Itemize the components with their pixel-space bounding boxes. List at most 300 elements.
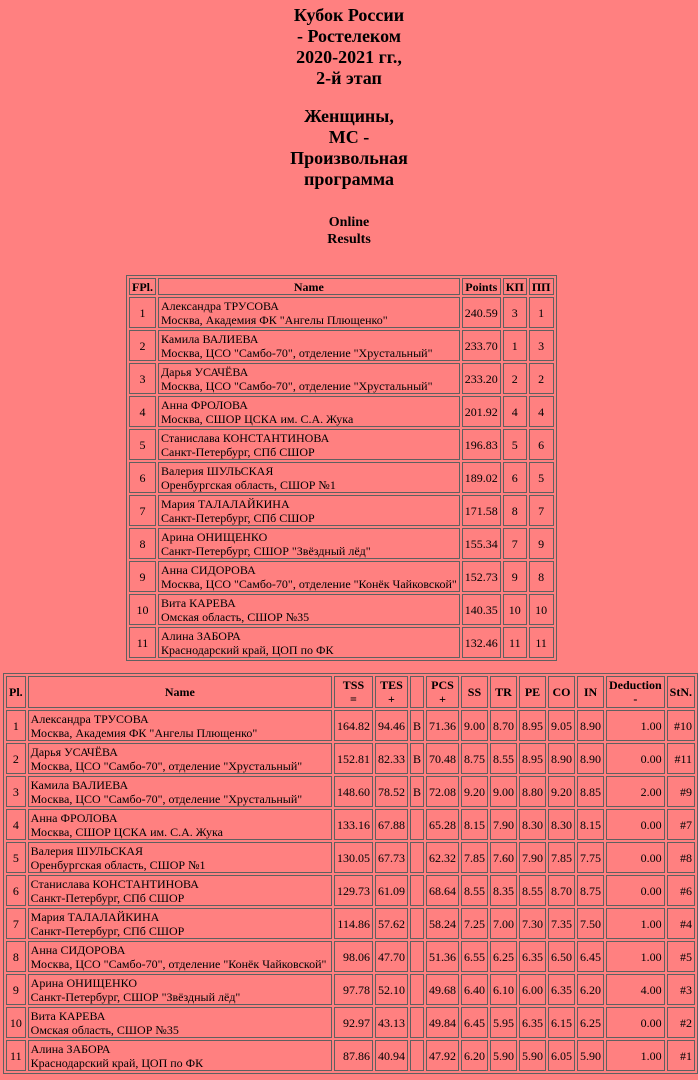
tss-cell: 87.86 [334, 1040, 373, 1071]
pe-cell: 6.00 [519, 974, 546, 1005]
tss-cell: 98.06 [334, 941, 373, 972]
kp-place-cell: 6 [503, 462, 527, 493]
tes-cell: 61.09 [375, 875, 408, 906]
kp-place-cell: 11 [503, 627, 527, 658]
ss-cell: 8.55 [461, 875, 488, 906]
skater-name: Александра ТРУСОВА [30, 711, 149, 726]
skater-club: Москва, ЦСО "Самбо-70", отделение "Хрустальный" [30, 758, 303, 773]
skater-cell [158, 561, 460, 592]
event-title-line: - Ростелеком [296, 26, 401, 46]
start-number-cell: #4 [667, 908, 695, 939]
tr-cell: 7.60 [490, 842, 517, 873]
skater-cell [28, 974, 332, 1005]
skater-name: Вита КАРЕВА [161, 595, 236, 610]
skater-club: Москва, СШОР ЦСКА им. С.А. Жука [30, 824, 223, 839]
final-standings-table [126, 275, 557, 661]
in-cell: 7.75 [577, 842, 604, 873]
place-cell: 6 [129, 462, 156, 493]
deduction-cell: 0.00 [606, 743, 665, 774]
skater-club: Санкт-Петербург, СПб СШОР [30, 890, 185, 905]
skater-club: Краснодарский край, ЦОП по ФК [161, 642, 334, 657]
skater-name: Анна ФРОЛОВА [30, 810, 118, 825]
event-title-line: Кубок России [293, 5, 405, 25]
deduction-cell: 2.00 [606, 776, 665, 807]
col-start-number: StN. [667, 676, 695, 708]
ss-cell: 7.85 [461, 842, 488, 873]
place-cell: 10 [6, 1007, 26, 1038]
tss-cell: 133.16 [334, 809, 373, 840]
deduction-cell: 0.00 [606, 875, 665, 906]
col-pcs-label: PCS [431, 678, 454, 692]
skater-club: Москва, СШОР ЦСКА им. С.А. Жука [161, 411, 354, 426]
deduction-cell: 1.00 [606, 908, 665, 939]
skater-name: Вита КАРЕВА [30, 1008, 106, 1023]
skater-cell [158, 330, 460, 361]
event-title-line: 2-й этап [316, 68, 382, 88]
place-cell: 11 [129, 627, 156, 658]
col-points: Points [462, 278, 501, 295]
skater-name: Арина ОНИЩЕНКО [161, 529, 268, 544]
tes-cell: 57.62 [375, 908, 408, 939]
skater-cell [158, 297, 460, 328]
col-name: Name [28, 676, 332, 708]
points-cell: 233.70 [462, 330, 501, 361]
in-cell: 8.85 [577, 776, 604, 807]
tes-cell: 67.88 [375, 809, 408, 840]
col-deduction-label: Deduction [608, 678, 662, 692]
pcs-cell: 72.08 [426, 776, 459, 807]
place-cell: 3 [6, 776, 26, 807]
points-cell: 132.46 [462, 627, 501, 658]
skater-cell [158, 429, 460, 460]
col-tes [375, 676, 408, 708]
tss-cell: 148.60 [334, 776, 373, 807]
pp-place-cell: 11 [529, 627, 554, 658]
skater-cell [158, 462, 460, 493]
points-cell: 196.83 [462, 429, 501, 460]
kp-place-cell: 5 [503, 429, 527, 460]
tss-cell: 114.86 [334, 908, 373, 939]
skater-cell [28, 1040, 332, 1071]
bonus-cell [410, 908, 424, 939]
col-pcs [426, 676, 459, 708]
event-title-line: 2020-2021 гг., [296, 47, 402, 67]
skater-name: Валерия ШУЛЬСКАЯ [161, 463, 274, 478]
in-cell: 5.90 [577, 1040, 604, 1071]
tss-cell: 130.05 [334, 842, 373, 873]
skater-cell [158, 627, 460, 658]
details-header-row [6, 676, 695, 708]
bonus-cell [410, 941, 424, 972]
ss-cell: 8.15 [461, 809, 488, 840]
start-number-cell: #9 [667, 776, 695, 807]
deduction-cell: 0.00 [606, 1007, 665, 1038]
tr-cell: 9.00 [490, 776, 517, 807]
skater-name: Станислава КОНСТАНТИНОВА [161, 430, 330, 445]
points-cell: 140.35 [462, 594, 501, 625]
tr-cell: 8.70 [490, 710, 517, 741]
place-cell: 5 [129, 429, 156, 460]
pp-place-cell: 2 [529, 363, 554, 394]
table-row [6, 776, 695, 807]
skater-cell [158, 495, 460, 526]
skater-club: Москва, ЦСО "Самбо-70", отделение "Конёк Чайковской" [30, 956, 327, 971]
col-pcs-sign: + [439, 692, 446, 706]
skater-club: Омская область, СШОР №35 [30, 1022, 179, 1037]
pp-place-cell: 7 [529, 495, 554, 526]
skater-name: Дарья УСАЧЁВА [161, 364, 249, 379]
bonus-cell: B [410, 776, 424, 807]
skater-name: Александра ТРУСОВА [161, 298, 279, 313]
online-results-line: Results [327, 232, 371, 247]
table-row [129, 627, 554, 658]
tr-cell: 6.25 [490, 941, 517, 972]
tr-cell: 6.10 [490, 974, 517, 1005]
col-kp: КП [503, 278, 527, 295]
kp-place-cell: 1 [503, 330, 527, 361]
pe-cell: 5.90 [519, 1040, 546, 1071]
pp-place-cell: 9 [529, 528, 554, 559]
col-tss-label: TSS [342, 678, 365, 692]
bonus-cell [410, 875, 424, 906]
kp-place-cell: 10 [503, 594, 527, 625]
co-cell: 9.05 [548, 710, 575, 741]
table-row [6, 809, 695, 840]
pp-place-cell: 8 [529, 561, 554, 592]
table-row [129, 495, 554, 526]
pp-place-cell: 5 [529, 462, 554, 493]
pcs-cell: 49.68 [426, 974, 459, 1005]
skater-name: Камила ВАЛИЕВА [161, 331, 259, 346]
pcs-cell: 51.36 [426, 941, 459, 972]
col-deduction-sign: - [633, 692, 638, 706]
points-cell: 155.34 [462, 528, 501, 559]
points-cell: 233.20 [462, 363, 501, 394]
skater-cell [28, 842, 332, 873]
col-co: CO [548, 676, 575, 708]
table-row [129, 594, 554, 625]
place-cell: 1 [6, 710, 26, 741]
skater-club: Санкт-Петербург, СПб СШОР [161, 510, 315, 525]
co-cell: 8.70 [548, 875, 575, 906]
place-cell: 3 [129, 363, 156, 394]
table-row [129, 330, 554, 361]
skater-name: Валерия ШУЛЬСКАЯ [30, 843, 144, 858]
col-tss [334, 676, 373, 708]
col-in: IN [577, 676, 604, 708]
pcs-cell: 58.24 [426, 908, 459, 939]
col-name: Name [158, 278, 460, 295]
co-cell: 9.20 [548, 776, 575, 807]
col-pp: ПП [529, 278, 554, 295]
skater-cell [28, 809, 332, 840]
in-cell: 6.20 [577, 974, 604, 1005]
pp-place-cell: 3 [529, 330, 554, 361]
ss-cell: 6.40 [461, 974, 488, 1005]
start-number-cell: #10 [667, 710, 695, 741]
co-cell: 7.35 [548, 908, 575, 939]
tss-cell: 164.82 [334, 710, 373, 741]
skater-club: Москва, Академия ФК "Ангелы Плющенко" [30, 725, 258, 740]
in-cell: 8.90 [577, 710, 604, 741]
skater-club: Санкт-Петербург, СШОР "Звёздный лёд" [30, 989, 241, 1004]
ss-cell: 7.25 [461, 908, 488, 939]
deduction-cell: 1.00 [606, 1040, 665, 1071]
bonus-cell [410, 1040, 424, 1071]
table-row [6, 1007, 695, 1038]
table-row [6, 710, 695, 741]
kp-place-cell: 3 [503, 297, 527, 328]
table-row [129, 363, 554, 394]
table-row [6, 908, 695, 939]
skater-name: Дарья УСАЧЁВА [30, 744, 118, 759]
skater-club: Санкт-Петербург, СПб СШОР [30, 923, 185, 938]
tr-cell: 8.35 [490, 875, 517, 906]
bonus-cell: B [410, 743, 424, 774]
col-tss-sign: = [350, 692, 357, 706]
table-row [129, 561, 554, 592]
skater-club: Оренбургская область, СШОР №1 [161, 477, 336, 492]
ss-cell: 6.20 [461, 1040, 488, 1071]
pe-cell: 8.30 [519, 809, 546, 840]
table-row [6, 842, 695, 873]
skater-name: Арина ОНИЩЕНКО [30, 975, 137, 990]
pcs-cell: 65.28 [426, 809, 459, 840]
table-row [129, 528, 554, 559]
col-final-place: FPl. [129, 278, 156, 295]
kp-place-cell: 7 [503, 528, 527, 559]
co-cell: 6.50 [548, 941, 575, 972]
pp-place-cell: 10 [529, 594, 554, 625]
table-row [6, 974, 695, 1005]
skater-cell [158, 594, 460, 625]
deduction-cell: 0.00 [606, 809, 665, 840]
col-deduction [606, 676, 665, 708]
bonus-cell: B [410, 710, 424, 741]
category-title-line: программа [304, 169, 394, 189]
tr-cell: 5.90 [490, 1040, 517, 1071]
bonus-cell [410, 842, 424, 873]
table-row [6, 875, 695, 906]
in-cell: 6.25 [577, 1007, 604, 1038]
table-row [6, 941, 695, 972]
tss-cell: 92.97 [334, 1007, 373, 1038]
bonus-cell [410, 1007, 424, 1038]
table-row [6, 1040, 695, 1071]
col-tr: TR [490, 676, 517, 708]
place-cell: 6 [6, 875, 26, 906]
pcs-cell: 62.32 [426, 842, 459, 873]
pp-place-cell: 1 [529, 297, 554, 328]
category-title [0, 106, 698, 190]
tes-cell: 67.73 [375, 842, 408, 873]
kp-place-cell: 8 [503, 495, 527, 526]
start-number-cell: #2 [667, 1007, 695, 1038]
category-title-line: Произвольная [290, 148, 408, 168]
co-cell: 6.35 [548, 974, 575, 1005]
tr-cell: 8.55 [490, 743, 517, 774]
place-cell: 5 [6, 842, 26, 873]
pcs-cell: 68.64 [426, 875, 459, 906]
col-bonus [410, 676, 424, 708]
place-cell: 7 [6, 908, 26, 939]
start-number-cell: #3 [667, 974, 695, 1005]
pe-cell: 6.35 [519, 941, 546, 972]
col-ss: SS [461, 676, 488, 708]
pe-cell: 7.30 [519, 908, 546, 939]
free-program-details-table [3, 673, 698, 1074]
skater-name: Мария ТАЛАЛАЙКИНА [30, 909, 160, 924]
skater-cell [28, 941, 332, 972]
co-cell: 6.15 [548, 1007, 575, 1038]
ss-cell: 6.55 [461, 941, 488, 972]
place-cell: 1 [129, 297, 156, 328]
kp-place-cell: 9 [503, 561, 527, 592]
start-number-cell: #11 [667, 743, 695, 774]
start-number-cell: #1 [667, 1040, 695, 1071]
co-cell: 6.05 [548, 1040, 575, 1071]
skater-name: Анна СИДОРОВА [30, 942, 126, 957]
col-pe: PE [519, 676, 546, 708]
tr-cell: 7.90 [490, 809, 517, 840]
pcs-cell: 49.84 [426, 1007, 459, 1038]
points-cell: 189.02 [462, 462, 501, 493]
skater-club: Санкт-Петербург, СПб СШОР [161, 444, 315, 459]
co-cell: 7.85 [548, 842, 575, 873]
kp-place-cell: 4 [503, 396, 527, 427]
deduction-cell: 1.00 [606, 941, 665, 972]
start-number-cell: #8 [667, 842, 695, 873]
skater-cell [28, 1007, 332, 1038]
co-cell: 8.30 [548, 809, 575, 840]
pcs-cell: 70.48 [426, 743, 459, 774]
table-row [129, 297, 554, 328]
tss-cell: 152.81 [334, 743, 373, 774]
ss-cell: 9.00 [461, 710, 488, 741]
skater-cell [28, 908, 332, 939]
tes-cell: 94.46 [375, 710, 408, 741]
skater-cell [28, 875, 332, 906]
points-cell: 201.92 [462, 396, 501, 427]
tes-cell: 82.33 [375, 743, 408, 774]
skater-name: Алина ЗАБОРА [161, 628, 241, 643]
table-row [129, 462, 554, 493]
place-cell: 2 [6, 743, 26, 774]
in-cell: 7.50 [577, 908, 604, 939]
skater-name: Анна СИДОРОВА [161, 562, 256, 577]
online-results-line: Online [328, 215, 370, 230]
skater-club: Москва, ЦСО "Самбо-70", отделение "Хрустальный" [30, 791, 303, 806]
skater-name: Алина ЗАБОРА [30, 1041, 111, 1056]
skater-cell [158, 528, 460, 559]
place-cell: 8 [6, 941, 26, 972]
tss-cell: 97.78 [334, 974, 373, 1005]
tes-cell: 52.10 [375, 974, 408, 1005]
skater-cell [158, 396, 460, 427]
points-cell: 240.59 [462, 297, 501, 328]
tes-cell: 43.13 [375, 1007, 408, 1038]
kp-place-cell: 2 [503, 363, 527, 394]
pcs-cell: 47.92 [426, 1040, 459, 1071]
ss-cell: 9.20 [461, 776, 488, 807]
place-cell: 2 [129, 330, 156, 361]
place-cell: 9 [129, 561, 156, 592]
place-cell: 11 [6, 1040, 26, 1071]
pe-cell: 8.95 [519, 743, 546, 774]
tr-cell: 7.00 [490, 908, 517, 939]
in-cell: 6.45 [577, 941, 604, 972]
place-cell: 7 [129, 495, 156, 526]
deduction-cell: 4.00 [606, 974, 665, 1005]
col-tes-sign: + [388, 692, 395, 706]
col-tes-label: TES [380, 678, 403, 692]
skater-name: Станислава КОНСТАНТИНОВА [30, 876, 199, 891]
place-cell: 4 [129, 396, 156, 427]
in-cell: 8.75 [577, 875, 604, 906]
skater-club: Оренбургская область, СШОР №1 [30, 857, 206, 872]
deduction-cell: 0.00 [606, 842, 665, 873]
co-cell: 8.90 [548, 743, 575, 774]
start-number-cell: #6 [667, 875, 695, 906]
place-cell: 10 [129, 594, 156, 625]
skater-cell [158, 363, 460, 394]
tes-cell: 78.52 [375, 776, 408, 807]
tss-cell: 129.73 [334, 875, 373, 906]
skater-club: Санкт-Петербург, СШОР "Звёздный лёд" [161, 543, 371, 558]
skater-club: Москва, ЦСО "Самбо-70", отделение "Хрустальный" [161, 378, 433, 393]
bonus-cell [410, 809, 424, 840]
pp-place-cell: 6 [529, 429, 554, 460]
tes-cell: 40.94 [375, 1040, 408, 1071]
col-place: Pl. [6, 676, 26, 708]
start-number-cell: #5 [667, 941, 695, 972]
final-standings-header-row [129, 278, 554, 295]
category-title-line: МС - [328, 127, 370, 147]
in-cell: 8.15 [577, 809, 604, 840]
pe-cell: 8.55 [519, 875, 546, 906]
skater-club: Москва, ЦСО "Самбо-70", отделение "Хрустальный" [161, 345, 433, 360]
online-results-title [0, 214, 698, 248]
pe-cell: 8.80 [519, 776, 546, 807]
start-number-cell: #7 [667, 809, 695, 840]
ss-cell: 6.45 [461, 1007, 488, 1038]
skater-cell [28, 776, 332, 807]
skater-club: Москва, ЦСО "Самбо-70", отделение "Конёк Чайковской" [161, 576, 457, 591]
skater-club: Москва, Академия ФК "Ангелы Плющенко" [161, 312, 388, 327]
place-cell: 4 [6, 809, 26, 840]
skater-name: Мария ТАЛАЛАЙКИНА [161, 496, 290, 511]
place-cell: 8 [129, 528, 156, 559]
tes-cell: 47.70 [375, 941, 408, 972]
skater-name: Камила ВАЛИЕВА [30, 777, 129, 792]
bonus-cell [410, 974, 424, 1005]
skater-club: Омская область, СШОР №35 [161, 609, 310, 624]
pe-cell: 7.90 [519, 842, 546, 873]
category-title-line: Женщины, [304, 106, 394, 126]
pp-place-cell: 4 [529, 396, 554, 427]
points-cell: 171.58 [462, 495, 501, 526]
skater-cell [28, 743, 332, 774]
ss-cell: 8.75 [461, 743, 488, 774]
pe-cell: 8.95 [519, 710, 546, 741]
tr-cell: 5.95 [490, 1007, 517, 1038]
skater-club: Краснодарский край, ЦОП по ФК [30, 1055, 204, 1070]
in-cell: 8.90 [577, 743, 604, 774]
skater-cell [28, 710, 332, 741]
pcs-cell: 71.36 [426, 710, 459, 741]
table-row [129, 429, 554, 460]
points-cell: 152.73 [462, 561, 501, 592]
